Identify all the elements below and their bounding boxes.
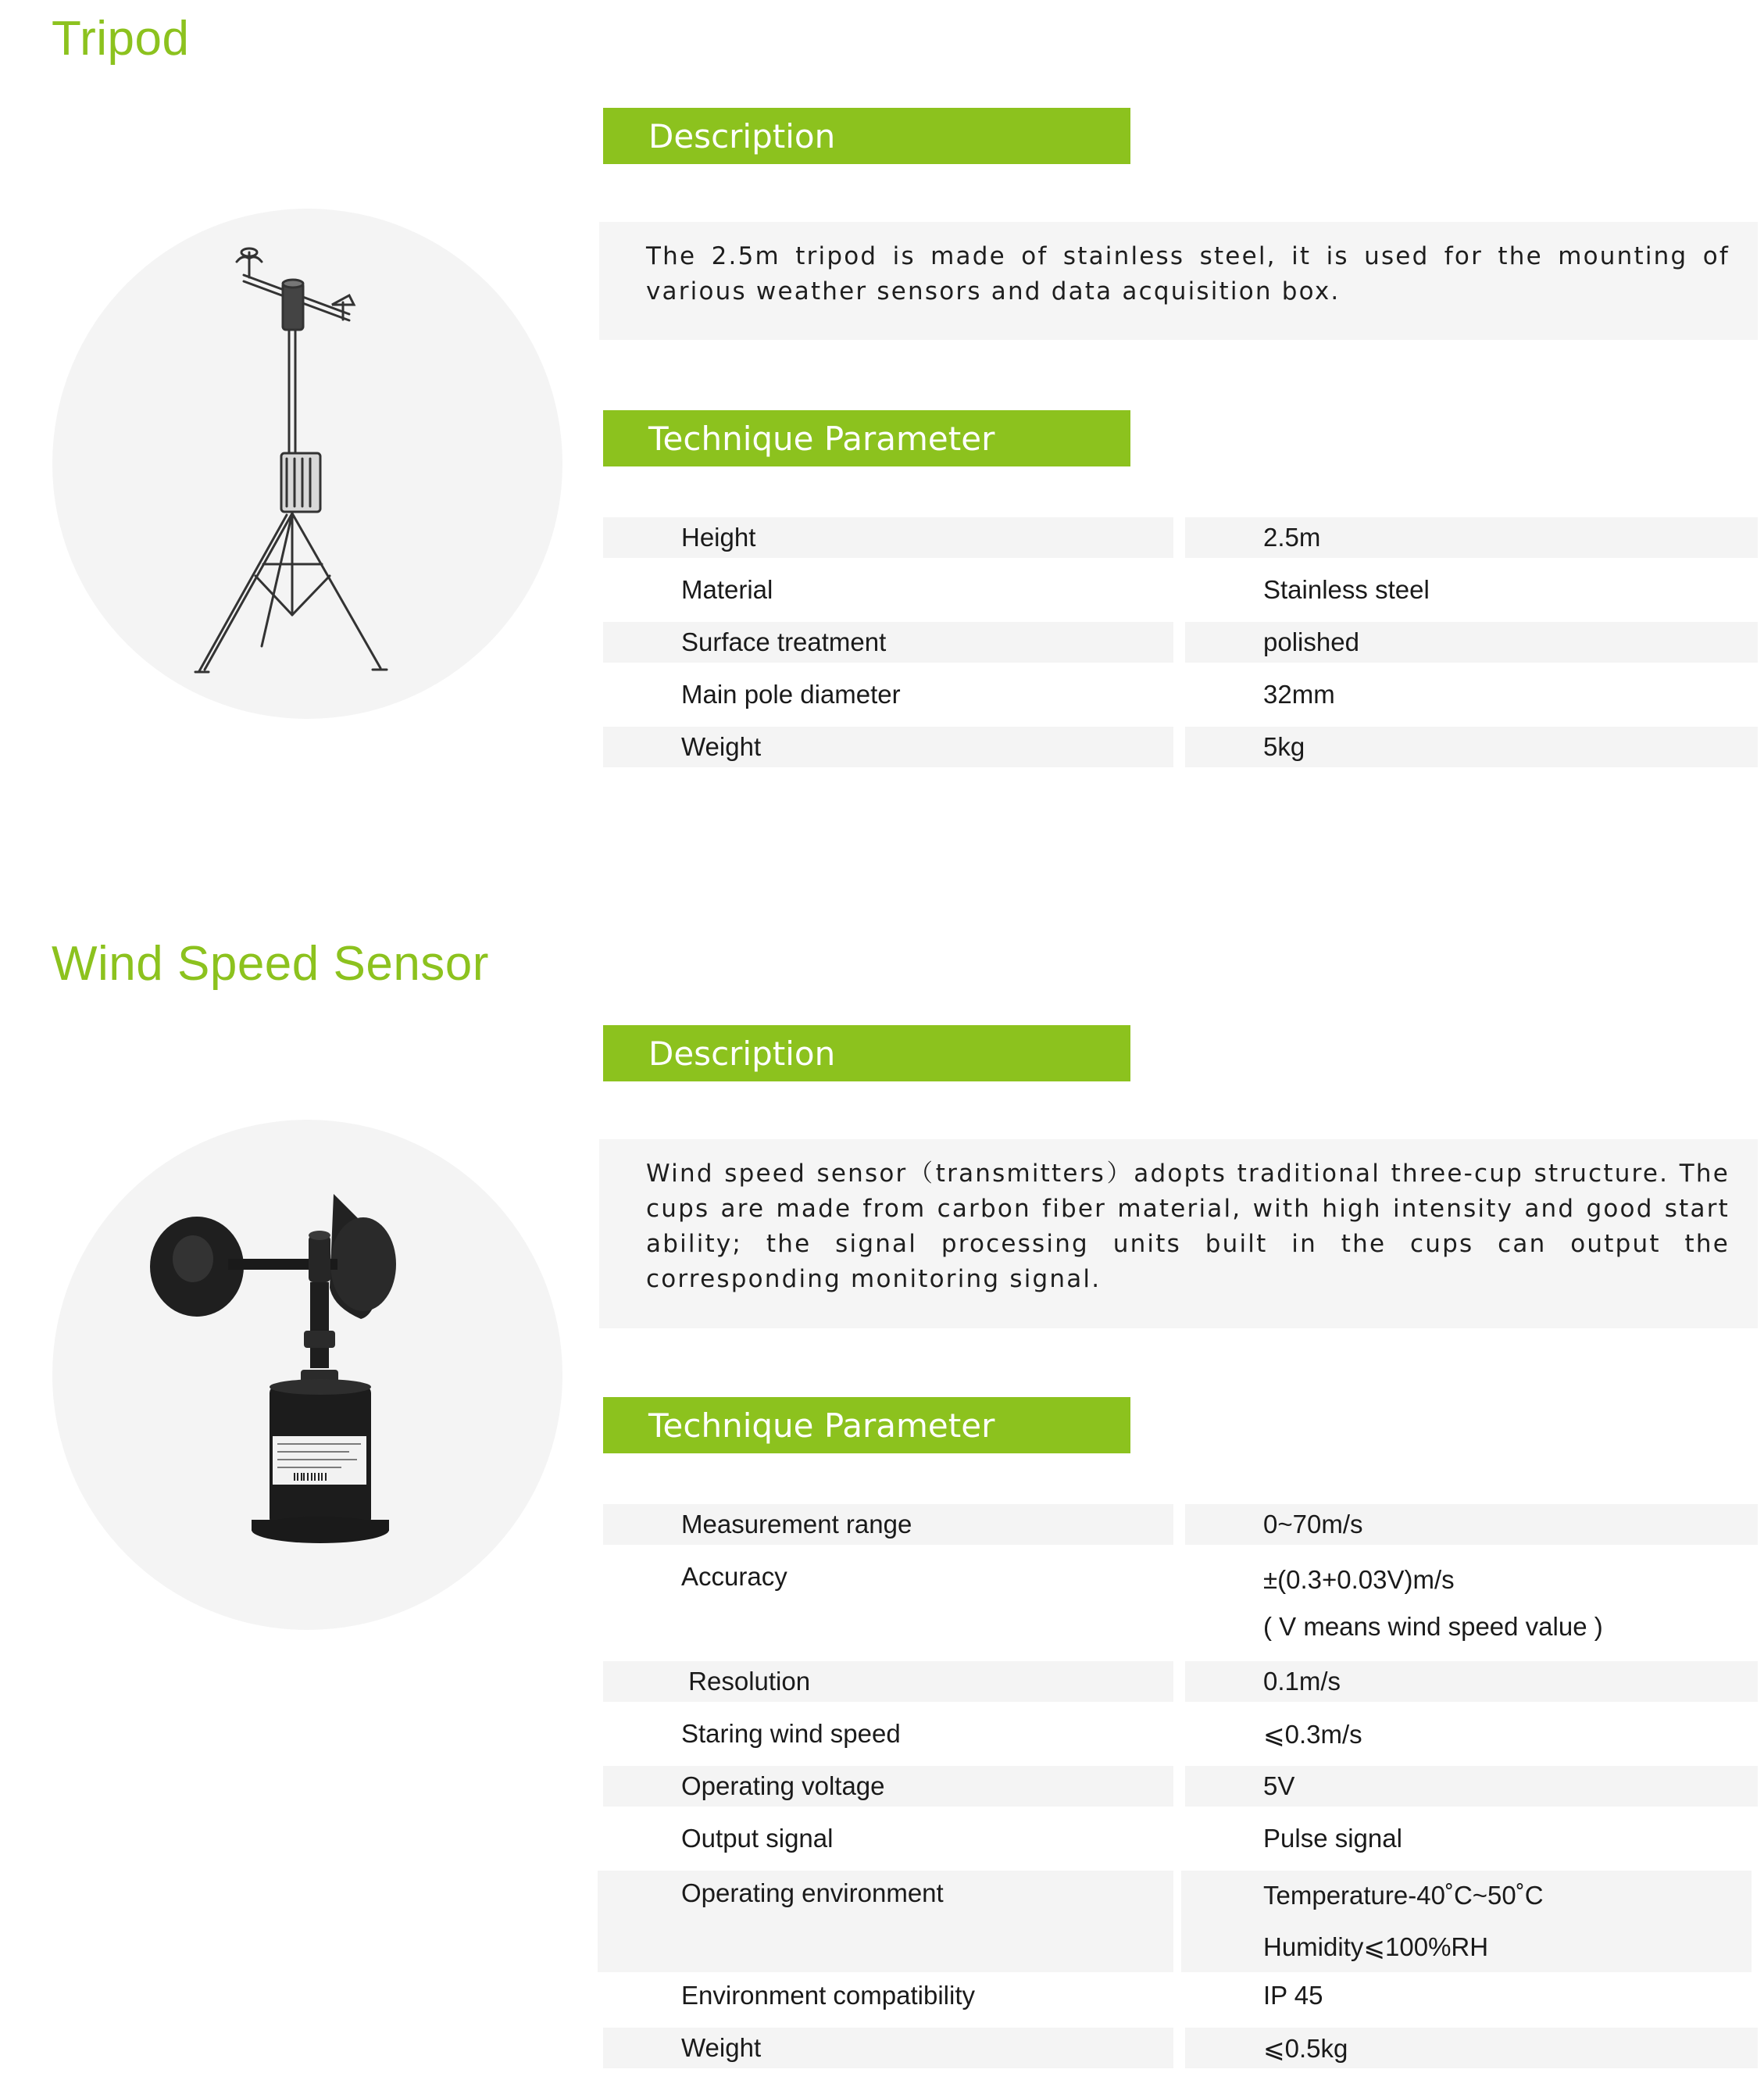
description-heading: Description bbox=[603, 108, 1130, 164]
param-label: Weight bbox=[603, 727, 1173, 767]
table-row bbox=[603, 2028, 1758, 2080]
param-label: Measurement range bbox=[603, 1504, 1173, 1545]
param-value: IP 45 bbox=[1263, 1981, 1323, 2010]
param-value bbox=[1185, 1556, 1758, 1650]
table-row bbox=[603, 1871, 1758, 1975]
wind-speed-sensor-section bbox=[0, 899, 1764, 2065]
table-row bbox=[603, 1504, 1758, 1556]
param-value: Stainless steel bbox=[1263, 575, 1430, 604]
param-label: Material bbox=[681, 575, 773, 604]
param-label: Resolution bbox=[603, 1661, 1173, 1702]
param-value-line: ±(0.3+0.03V)m/s bbox=[1263, 1565, 1455, 1594]
param-label: Operating environment bbox=[598, 1871, 1173, 1972]
tripod-section bbox=[0, 0, 1764, 899]
param-value: 2.5m bbox=[1185, 517, 1758, 558]
param-label: Weight bbox=[603, 2028, 1173, 2068]
table-row bbox=[603, 1556, 1758, 1661]
param-value-line: Humidity⩽100%RH bbox=[1263, 1932, 1489, 1961]
param-value: 0~70m/s bbox=[1185, 1504, 1758, 1545]
param-value-line: ( V means wind speed value ) bbox=[1263, 1612, 1603, 1641]
param-label: Accuracy bbox=[681, 1562, 787, 1591]
table-row bbox=[603, 517, 1758, 570]
param-value bbox=[1181, 1871, 1752, 1972]
tripod-image-circle bbox=[52, 209, 562, 719]
param-value: 0.1m/s bbox=[1185, 1661, 1758, 1702]
technique-parameter-heading: Technique Parameter bbox=[603, 410, 1130, 466]
anemometer-image-circle bbox=[52, 1120, 562, 1630]
param-value: 5V bbox=[1185, 1766, 1758, 1807]
section-title: Wind Speed Sensor bbox=[52, 937, 489, 991]
table-row bbox=[603, 727, 1758, 779]
param-value: Pulse signal bbox=[1263, 1824, 1402, 1853]
table-row bbox=[603, 1714, 1758, 1766]
table-row bbox=[603, 1975, 1758, 2028]
technique-parameter-heading: Technique Parameter bbox=[603, 1397, 1130, 1453]
table-row bbox=[603, 1661, 1758, 1714]
description-text: The 2.5m tripod is made of stainless steel, it is used for the mounting of various weather sensors and data acquisition box. bbox=[599, 222, 1758, 340]
section-title: Tripod bbox=[52, 12, 190, 66]
cup-anemometer-photo bbox=[52, 1120, 562, 1630]
tripod-illustration bbox=[52, 209, 562, 719]
parameter-table bbox=[603, 517, 1758, 779]
description-text: Wind speed sensor（transmitters）adopts traditional three-cup structure. The cups are made from carbon fiber material, with high intensity and good start ability; the signal processing units built in the cups can output the corresponding monitoring signal. bbox=[599, 1139, 1758, 1328]
param-value-line: Temperature-40˚C~50˚C bbox=[1263, 1881, 1544, 1910]
table-row bbox=[603, 622, 1758, 674]
table-row bbox=[603, 570, 1758, 622]
param-label: Height bbox=[603, 517, 1173, 558]
param-value: 5kg bbox=[1185, 727, 1758, 767]
table-row bbox=[603, 1818, 1758, 1871]
param-label: Output signal bbox=[681, 1824, 834, 1853]
param-label: Operating voltage bbox=[603, 1766, 1173, 1807]
table-row bbox=[603, 674, 1758, 727]
param-label: Main pole diameter bbox=[681, 680, 901, 709]
param-label: Surface treatment bbox=[603, 622, 1173, 663]
param-value: 32mm bbox=[1263, 680, 1335, 709]
description-heading: Description bbox=[603, 1025, 1130, 1081]
param-value: ⩽0.3m/s bbox=[1263, 1719, 1362, 1749]
param-label: Staring wind speed bbox=[681, 1719, 901, 1748]
param-label: Environment compatibility bbox=[681, 1981, 975, 2010]
param-value: ⩽0.5kg bbox=[1185, 2028, 1758, 2068]
table-row bbox=[603, 1766, 1758, 1818]
param-value: polished bbox=[1185, 622, 1758, 663]
parameter-table bbox=[603, 1504, 1758, 2080]
